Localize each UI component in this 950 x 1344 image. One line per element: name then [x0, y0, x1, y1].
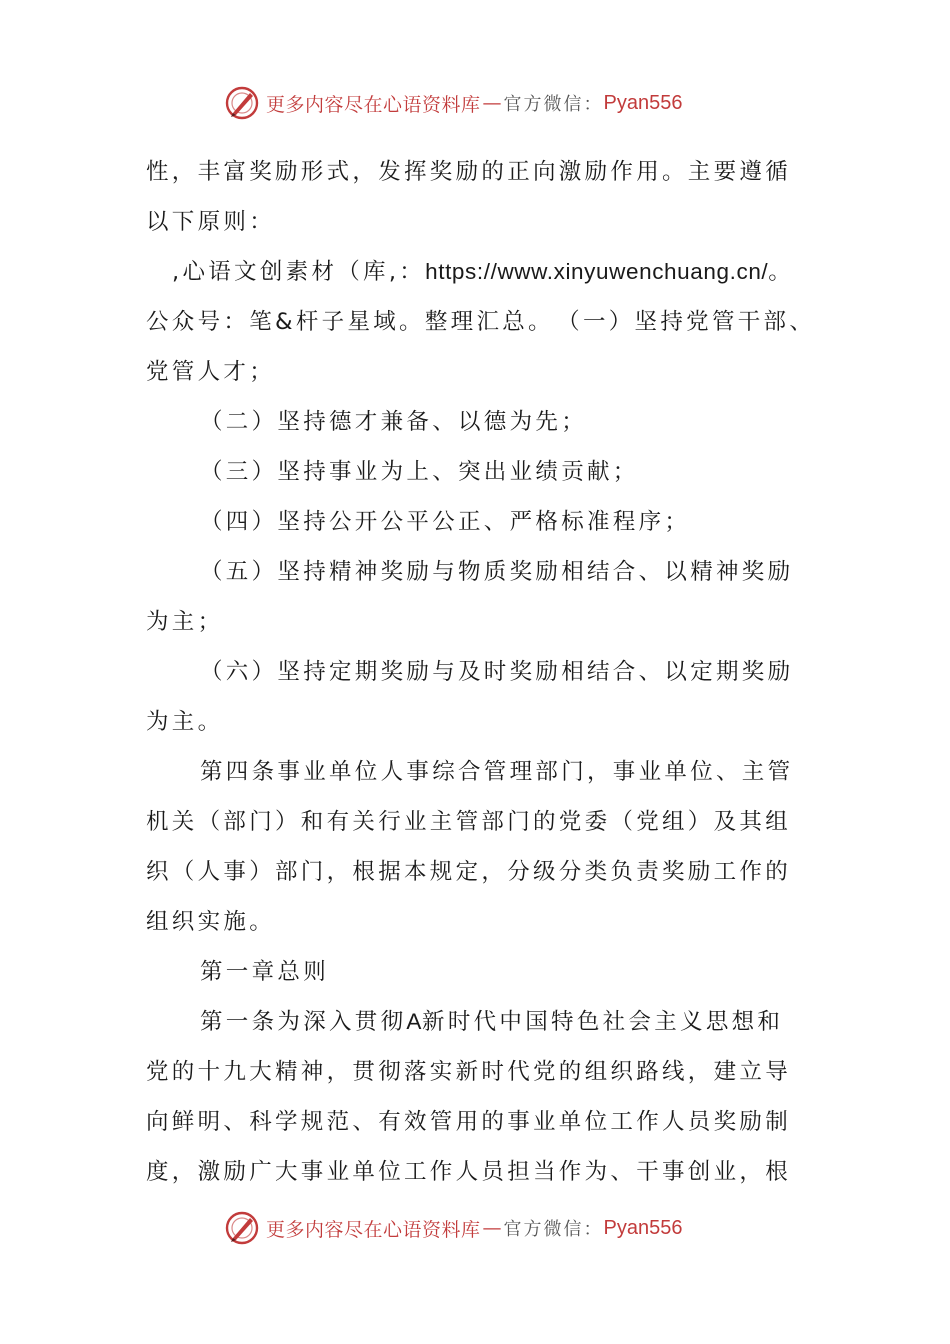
article-4-line-1: 第四条事业单位人事综合管理部门，事业单位、主管 — [200, 759, 794, 785]
quill-logo-icon — [224, 1210, 260, 1246]
promo-text: 更多内容尽在心语资料库 — [266, 1218, 481, 1241]
footer-watermark-banner — [224, 1208, 744, 1248]
article-1-start: 第一条为深入贯彻 — [200, 1009, 407, 1035]
chapter-heading: 第一章总则 — [200, 959, 330, 985]
principle-5: （五）坚持精神奖励与物质奖励相结合、以精神奖励 — [200, 559, 794, 585]
article-1-line-1 — [146, 997, 816, 1047]
principle-6-cont: 为主。 — [146, 709, 224, 735]
principle-4: （四）坚持公开公平公正、严格标准程序； — [200, 509, 691, 535]
banner-separator: — — [482, 92, 502, 114]
article-1-line-2: 党的十九大精神，贯彻落实新时代党的组织路线，建立导 — [146, 1059, 792, 1085]
wechat-id: Pyan556 — [603, 1216, 683, 1239]
source-note-end: 。 — [768, 259, 795, 285]
article-1-rest: 新时代中国特色社会主义思想和 — [422, 1009, 784, 1035]
header-watermark-banner — [224, 83, 744, 123]
text-line-5: 党管人才； — [146, 359, 276, 385]
text-line-1: 性，丰富奖励形式，发挥奖励的正向激励作用。主要遵循 — [146, 159, 792, 185]
article-1-line-3: 向鲜明、科学规范、有效管用的事业单位工作人员奖励制 — [146, 1109, 792, 1135]
text-line-2: 以下原则： — [146, 209, 276, 235]
promo-text: 更多内容尽在心语资料库 — [266, 93, 481, 116]
source-note: ,心语文创素材（库,： — [172, 259, 426, 285]
text-line-4: 公众号：笔&杆子星域。整理汇总。 （一）坚持党管干部、 — [146, 309, 816, 335]
article-1-letter: A — [406, 1009, 423, 1034]
article-4-line-3: 织（人事）部门，根据本规定，分级分类负责奖励工作的 — [146, 859, 792, 885]
principle-5-cont: 为主； — [146, 609, 224, 635]
wechat-id: Pyan556 — [603, 91, 683, 114]
principle-6: （六）坚持定期奖励与及时奖励相结合、以定期奖励 — [200, 659, 794, 685]
document-body — [146, 147, 816, 1197]
quill-logo-icon — [224, 85, 260, 121]
wechat-label: 官方微信： — [503, 1219, 604, 1240]
banner-separator: — — [482, 1217, 502, 1239]
source-url: https://www.xinyuwenchuang.cn/ — [425, 259, 769, 284]
wechat-label: 官方微信： — [503, 94, 604, 115]
text-line-3 — [146, 247, 816, 297]
article-1-line-4: 度，激励广大事业单位工作人员担当作为、干事创业，根 — [146, 1159, 792, 1185]
principle-2: （二）坚持德才兼备、以德为先； — [200, 409, 588, 435]
article-4-line-2: 机关（部门）和有关行业主管部门的党委（党组）及其组 — [146, 809, 792, 835]
principle-3: （三）坚持事业为上、突出业绩贡献； — [200, 459, 639, 485]
article-4-line-4: 组织实施。 — [146, 909, 276, 935]
